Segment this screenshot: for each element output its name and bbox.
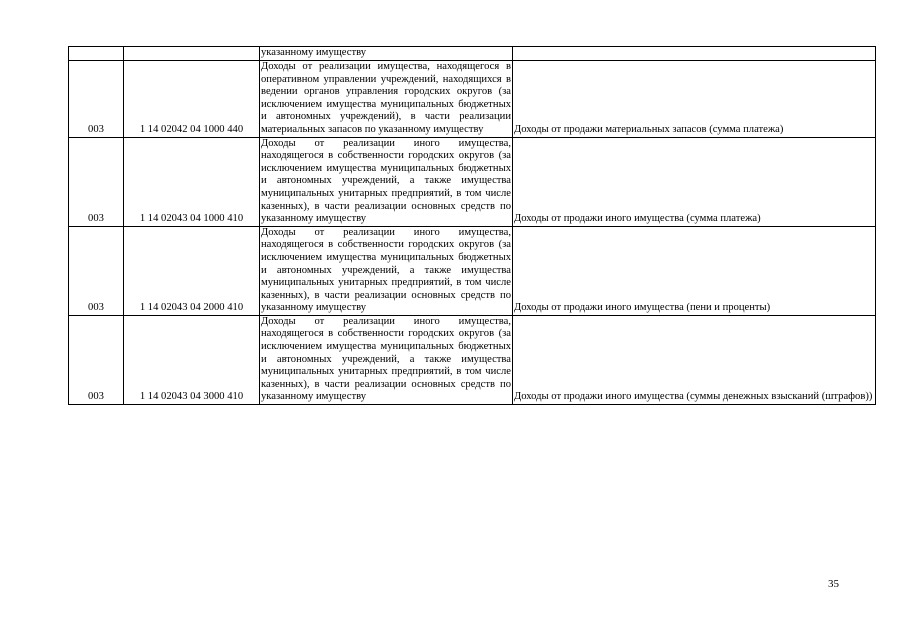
table-row: [69, 226, 876, 315]
budget-code-cell: [124, 47, 260, 61]
admin-code-cell: 003: [69, 137, 124, 226]
table-row: [69, 315, 876, 404]
page-number: 35: [828, 578, 839, 590]
admin-code-cell: 003: [69, 226, 124, 315]
admin-code-cell: 003: [69, 61, 124, 138]
revenue-desc-cell: Доходы от продажи иного имущества (пени и проценты): [513, 226, 876, 315]
table-row: [69, 61, 876, 138]
revenue-name-cell: Доходы от реализации иного имущества, находящегося в собственности городских округов (за исключением имущества муниципальных бюджетных и автономных учреждений, а также имущества муниципальных унитарных предприятий, в том числе казенных), в части реализации основных средств по указанному имуществу: [260, 137, 513, 226]
table-row: [69, 47, 876, 61]
revenue-desc-cell: Доходы от продажи материальных запасов (сумма платежа): [513, 61, 876, 138]
budget-code-cell: 1 14 02042 04 1000 440: [124, 61, 260, 138]
admin-code-cell: 003: [69, 315, 124, 404]
budget-code-cell: 1 14 02043 04 1000 410: [124, 137, 260, 226]
revenue-name-cell: указанному имуществу: [260, 47, 513, 61]
budget-code-cell: 1 14 02043 04 2000 410: [124, 226, 260, 315]
revenue-desc-cell: Доходы от продажи иного имущества (сумма платежа): [513, 137, 876, 226]
revenue-name-cell: Доходы от реализации иного имущества, находящегося в собственности городских округов (за исключением имущества муниципальных бюджетных и автономных учреждений, а также имущества муниципальных унитарных предприятий, в том числе казенных), в части реализации основных средств по указанному имуществу: [260, 315, 513, 404]
revenue-name-cell: Доходы от реализации иного имущества, находящегося в собственности городских округов (за исключением имущества муниципальных бюджетных и автономных учреждений, а также имущества муниципальных унитарных предприятий, в том числе казенных), в части реализации основных средств по указанному имуществу: [260, 226, 513, 315]
admin-code-cell: [69, 47, 124, 61]
revenue-desc-cell: [513, 47, 876, 61]
revenue-name-cell: Доходы от реализации имущества, находящегося в оперативном управлении учреждений, находящихся в ведении органов управления городских округов (за исключением имущества муниципальных бюджетных и автономных учреждений), в части реализации материальных запасов по указанному имуществу: [260, 61, 513, 138]
revenue-code-table: [68, 46, 876, 405]
revenue-desc-cell: Доходы от продажи иного имущества (суммы денежных взысканий (штрафов)): [513, 315, 876, 404]
table-row: [69, 137, 876, 226]
budget-code-cell: 1 14 02043 04 3000 410: [124, 315, 260, 404]
